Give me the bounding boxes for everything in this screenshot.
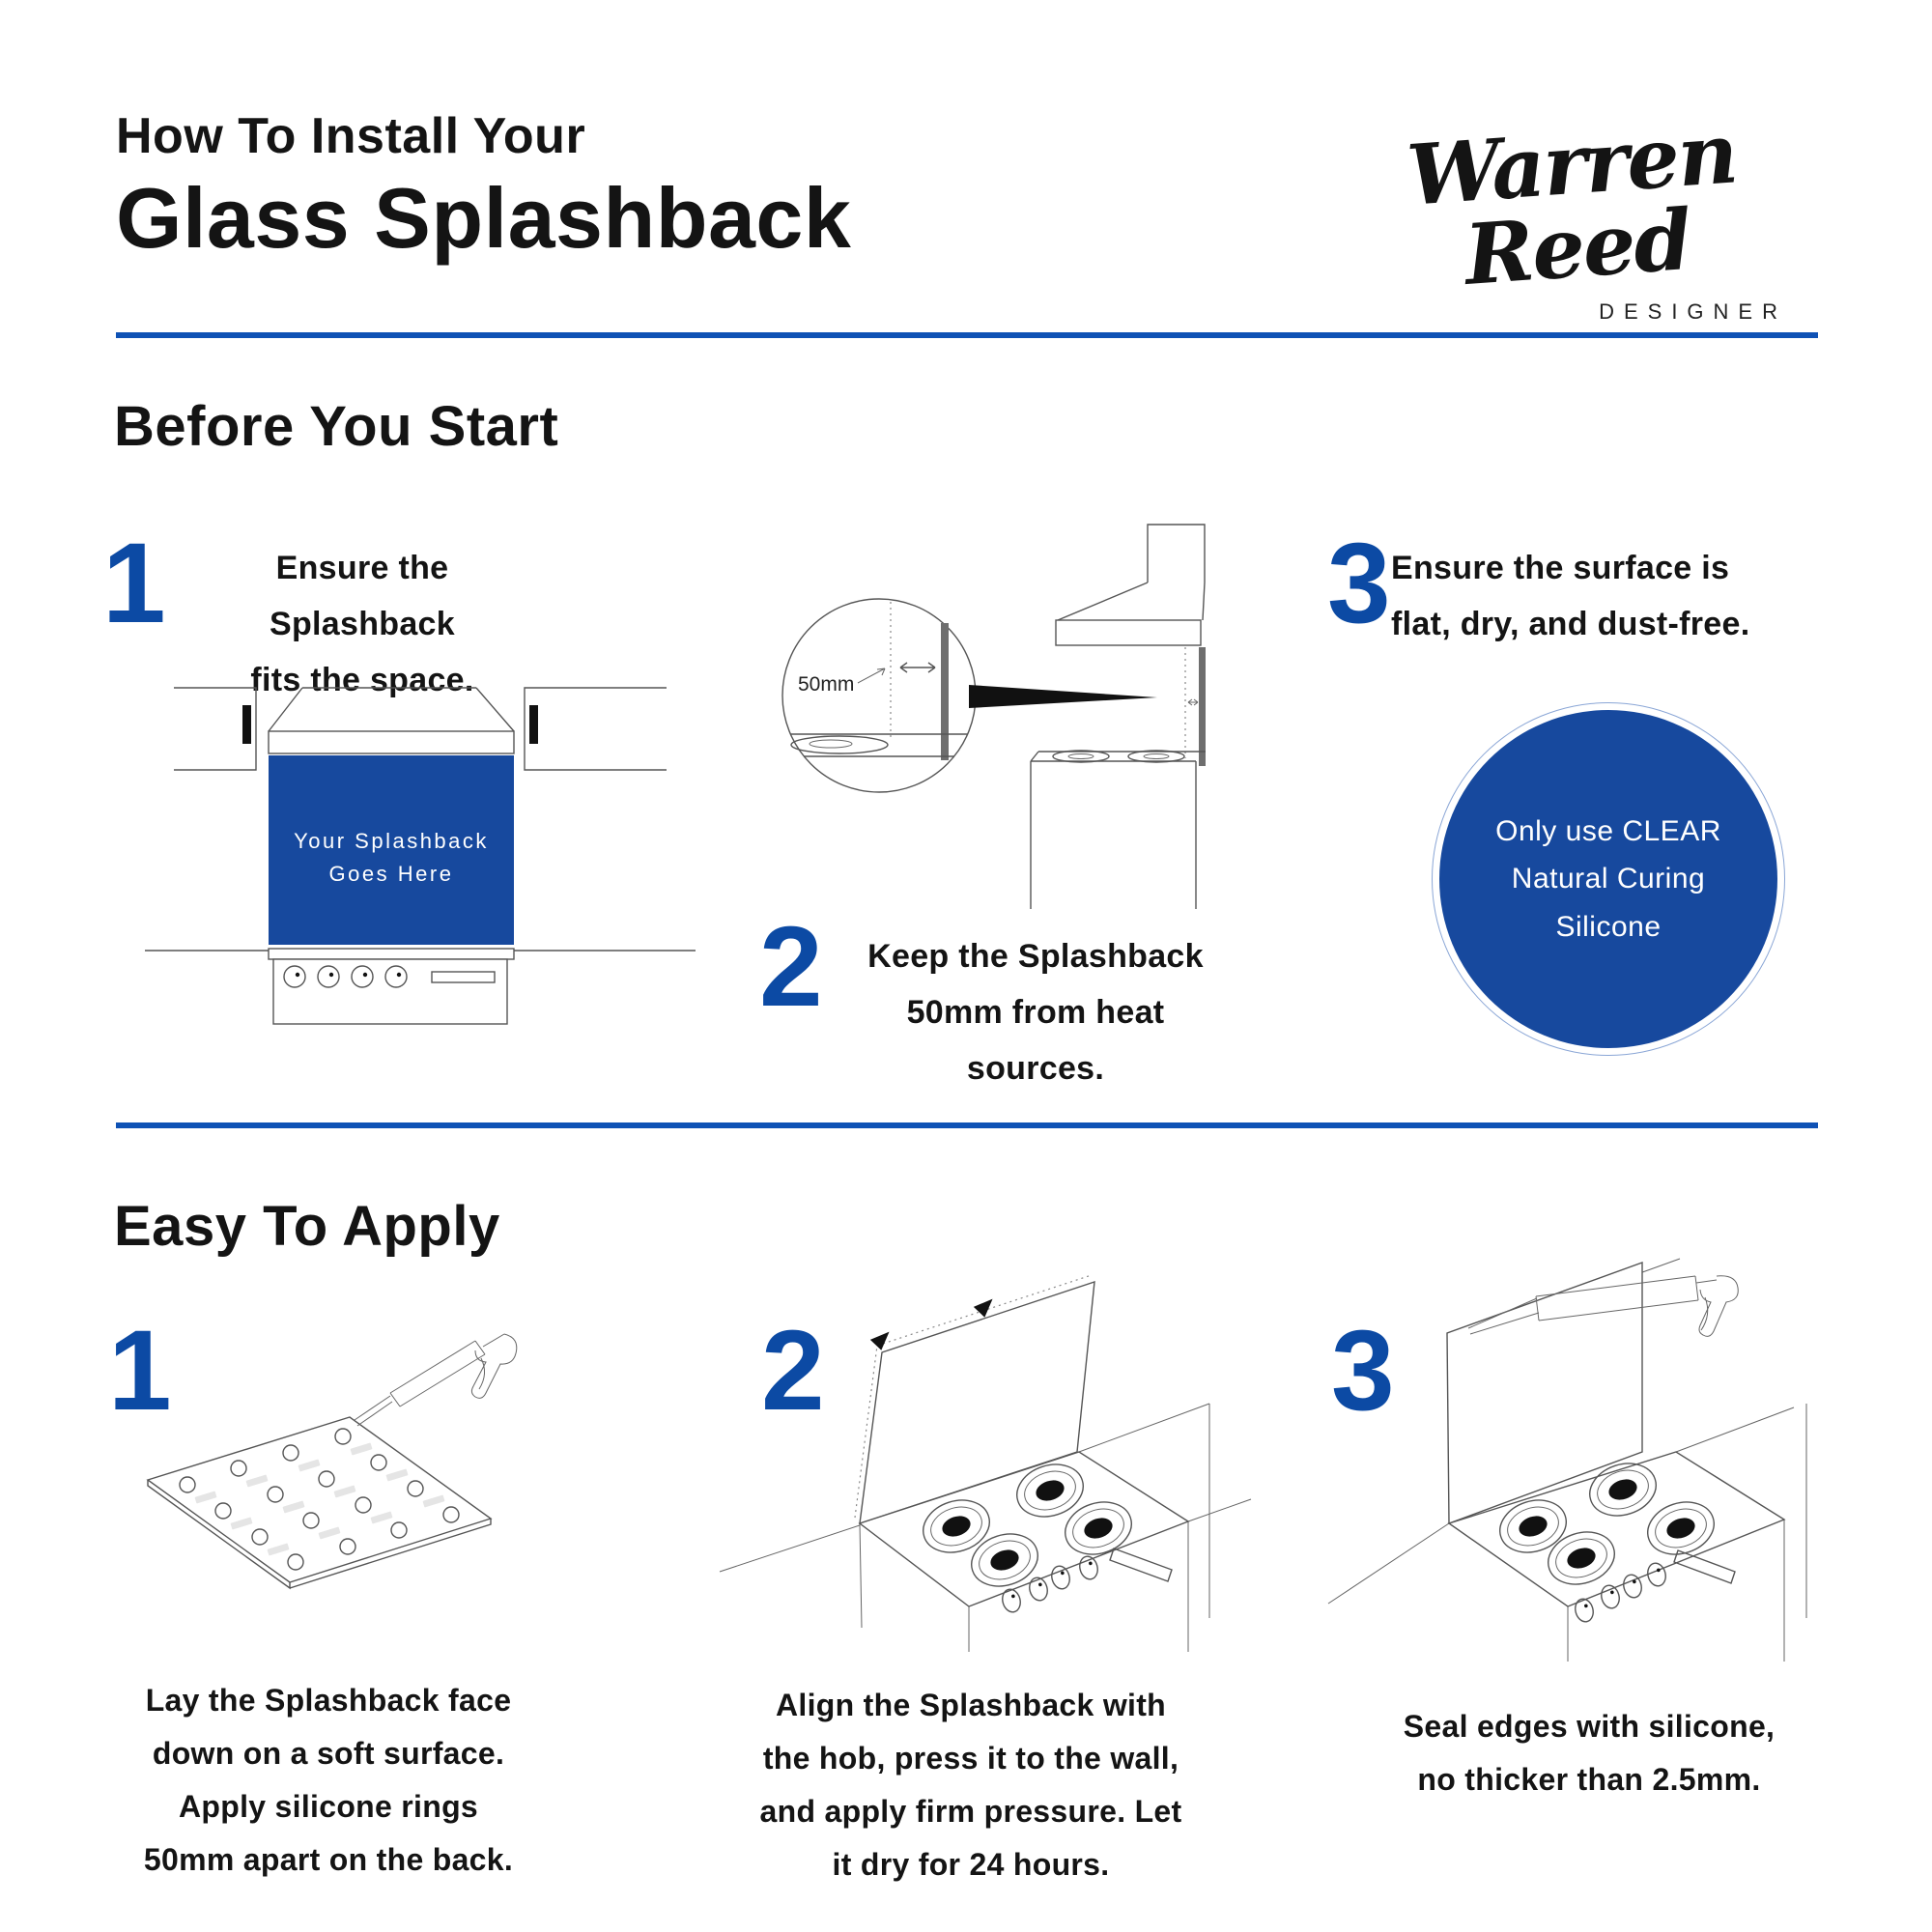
caption-line: Lay the Splashback face <box>145 1683 512 1718</box>
note-line: Silicone <box>1555 910 1662 943</box>
silicone-note-badge <box>1439 710 1777 1048</box>
apply-heading: Easy To Apply <box>114 1195 500 1258</box>
caption-line: no thicker than 2.5mm. <box>1417 1762 1761 1798</box>
apply-step-3-caption <box>1343 1700 1835 1806</box>
before-heading: Before You Start <box>114 395 559 458</box>
splashback-panel-label-line-2: Goes Here <box>328 862 454 886</box>
caption-line: and apply firm pressure. Let <box>759 1794 1182 1830</box>
text-line: fits the space. <box>250 661 474 698</box>
before-step-2-text <box>847 929 1224 1096</box>
text-line: 50mm from heat <box>906 993 1165 1031</box>
apply-step-2-number: 2 <box>761 1307 825 1435</box>
stove-display <box>1110 1548 1172 1581</box>
brand-signature: Warren Reed <box>1404 104 1740 304</box>
apply-step-1-caption <box>63 1674 594 1887</box>
before-step-3-number: 3 <box>1327 520 1391 647</box>
before-step-3-text <box>1391 541 1845 653</box>
note-line: Natural Curing <box>1511 863 1706 895</box>
brand-logo <box>1304 104 1845 325</box>
measurement-label: 50mm <box>798 673 855 696</box>
section-divider-top <box>116 332 1818 338</box>
section-divider-middle <box>116 1122 1818 1128</box>
splashback-fit-illustration <box>145 676 696 1034</box>
text-line: Keep the Splashback <box>867 938 1204 975</box>
apply-step-3-number: 3 <box>1331 1307 1395 1435</box>
align-splashback-illustration <box>715 1246 1256 1662</box>
apply-step-1-number: 1 <box>108 1307 172 1435</box>
seal-edges-illustration <box>1319 1251 1874 1666</box>
title-line-1: How To Install Your <box>116 108 586 164</box>
text-line: Ensure the surface is <box>1391 550 1730 586</box>
text-line: sources. <box>966 1049 1105 1087</box>
cabinet-handle-left <box>242 705 251 744</box>
apply-step-2-caption <box>705 1679 1236 1891</box>
heat-clearance-illustration <box>744 497 1304 923</box>
before-step-1-number: 1 <box>102 520 166 647</box>
caption-line: the hob, press it to the wall, <box>762 1741 1179 1776</box>
caption-line: Seal edges with silicone, <box>1403 1709 1776 1744</box>
caption-line: down on a soft surface. <box>152 1736 505 1772</box>
page-title <box>116 108 851 266</box>
magnifier-pointer <box>969 685 1157 708</box>
note-line: Only use CLEAR <box>1495 814 1721 847</box>
text-line: Ensure the Splashback <box>270 550 455 642</box>
caption-line: 50mm apart on the back. <box>143 1842 514 1878</box>
text-line: flat, dry, and dust-free. <box>1391 605 1750 642</box>
cabinet-handle-right <box>529 705 538 744</box>
caption-line: Align the Splashback with <box>776 1688 1166 1722</box>
brand-subtitle: DESIGNER <box>1599 299 1787 324</box>
before-step-2-number: 2 <box>759 903 823 1031</box>
caulk-gun-icon <box>355 1334 517 1426</box>
caption-line: it dry for 24 hours. <box>832 1847 1110 1883</box>
caption-line: Apply silicone rings <box>178 1789 479 1825</box>
splashback-edge-strip <box>1199 647 1206 766</box>
splashback-panel-label-line-1: Your Splashback <box>294 829 489 853</box>
title-line-2: Glass Splashback <box>116 169 852 266</box>
silicone-rings-illustration <box>135 1323 696 1623</box>
